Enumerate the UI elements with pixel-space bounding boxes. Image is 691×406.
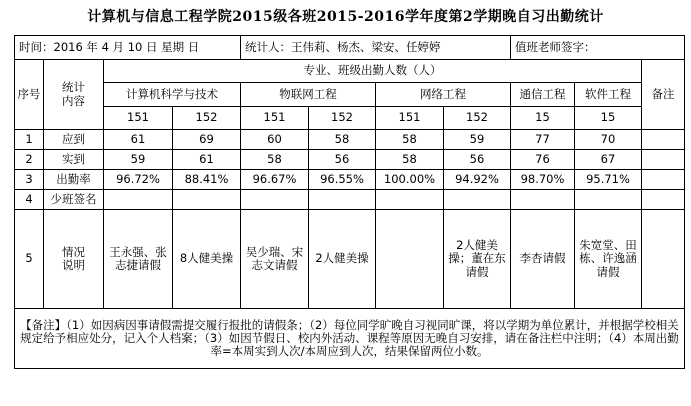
sign-cell[interactable] <box>511 190 575 210</box>
class-size: 15 <box>511 107 575 130</box>
value-cell: 58 <box>376 150 444 170</box>
table-row <box>15 170 685 190</box>
value-cell: 69 <box>173 130 241 150</box>
date-cell: 时间：2016 年 4 月 10 日 星期 日 <box>15 36 241 60</box>
reason-cell: 李杏请假 <box>511 210 575 309</box>
notes-text: 【备注】（1）如因病因事请假需提交履行报批的请假条；（2）每位同学旷晚自习视同旷课，将以学期为单位累计，并根据学校相关规定给予相应处分，记入个人档案；（3）如因节假日、校内外活动、课程等原因无晚自习安排，请在备注栏中注明；（4）本周出勤率=本周实到人次/本周应到人次，结果保留两位小数。 <box>15 309 685 369</box>
remarks-cell <box>642 170 685 190</box>
reason-cell: 王永强、张志捷请假 <box>104 210 173 309</box>
value-cell: 95.71% <box>575 170 642 190</box>
reason-cell: 8人健美操 <box>173 210 241 309</box>
sign-cell[interactable] <box>173 190 241 210</box>
row-number: 1 <box>15 130 44 150</box>
stat-content-header: 统计内容 <box>44 60 104 130</box>
reason-cell: 2人健美操 <box>309 210 376 309</box>
reason-cell: 朱宽堂、田栋、许逸涵请假 <box>575 210 642 309</box>
sign-cell[interactable] <box>575 190 642 210</box>
value-cell: 96.55% <box>309 170 376 190</box>
value-cell: 58 <box>309 130 376 150</box>
major-software: 软件工程 <box>575 83 642 107</box>
reason-cell: 2人健美操；董在东请假 <box>444 210 511 309</box>
table-row <box>15 130 685 150</box>
major-row <box>15 83 685 107</box>
info-row <box>15 36 685 60</box>
value-cell: 94.92% <box>444 170 511 190</box>
value-cell: 96.67% <box>241 170 309 190</box>
major-iot: 物联网工程 <box>241 83 376 107</box>
remarks-cell <box>642 130 685 150</box>
class-row <box>15 107 685 130</box>
group-header: 专业、班级出勤人数（人） <box>104 60 642 83</box>
row-label: 情况说明 <box>44 210 104 309</box>
remarks-cell <box>642 190 685 210</box>
sign-row <box>15 190 685 210</box>
value-cell: 60 <box>241 130 309 150</box>
row-label: 出勤率 <box>44 170 104 190</box>
value-cell: 58 <box>376 130 444 150</box>
major-comm: 通信工程 <box>511 83 575 107</box>
row-number: 2 <box>15 150 44 170</box>
value-cell: 59 <box>104 150 173 170</box>
class-size: 15 <box>575 107 642 130</box>
value-cell: 61 <box>104 130 173 150</box>
class-size: 151 <box>376 107 444 130</box>
page-title: 计算机与信息工程学院2015级各班2015-2016学年度第2学期晚自习出勤统计 <box>87 9 604 25</box>
reason-cell <box>376 210 444 309</box>
class-size: 152 <box>309 107 376 130</box>
value-cell: 56 <box>309 150 376 170</box>
reason-cell: 吴少瑞、宋志文请假 <box>241 210 309 309</box>
remarks-cell <box>642 150 685 170</box>
teacher-sign-cell: 值班老师签字： <box>511 36 685 60</box>
class-size: 151 <box>241 107 309 130</box>
class-size: 151 <box>104 107 173 130</box>
value-cell: 76 <box>511 150 575 170</box>
row-label: 少班签名 <box>44 190 104 210</box>
attendance-table <box>14 35 685 369</box>
serial-header: 序号 <box>15 60 44 130</box>
statisticians-cell: 统计人：王伟莉、杨杰、梁安、任婷婷 <box>241 36 511 60</box>
row-label: 应到 <box>44 130 104 150</box>
header-row-1 <box>15 60 685 83</box>
row-number: 3 <box>15 170 44 190</box>
value-cell: 70 <box>575 130 642 150</box>
row-label: 实到 <box>44 150 104 170</box>
class-size: 152 <box>444 107 511 130</box>
major-cs: 计算机科学与技术 <box>104 83 241 107</box>
value-cell: 61 <box>173 150 241 170</box>
notes-row <box>15 309 685 369</box>
sign-cell[interactable] <box>376 190 444 210</box>
row-number: 5 <box>15 210 44 309</box>
sign-cell[interactable] <box>241 190 309 210</box>
value-cell: 96.72% <box>104 170 173 190</box>
table-row <box>15 150 685 170</box>
value-cell: 59 <box>444 130 511 150</box>
value-cell: 67 <box>575 150 642 170</box>
major-network: 网络工程 <box>376 83 511 107</box>
value-cell: 98.70% <box>511 170 575 190</box>
value-cell: 88.41% <box>173 170 241 190</box>
sign-cell[interactable] <box>444 190 511 210</box>
remarks-header: 备注 <box>642 60 685 130</box>
sign-cell[interactable] <box>309 190 376 210</box>
class-size: 152 <box>173 107 241 130</box>
value-cell: 56 <box>444 150 511 170</box>
value-cell: 77 <box>511 130 575 150</box>
value-cell: 100.00% <box>376 170 444 190</box>
value-cell: 58 <box>241 150 309 170</box>
remarks-cell <box>642 210 685 309</box>
sign-cell[interactable] <box>104 190 173 210</box>
row-number: 4 <box>15 190 44 210</box>
reason-row <box>15 210 685 309</box>
